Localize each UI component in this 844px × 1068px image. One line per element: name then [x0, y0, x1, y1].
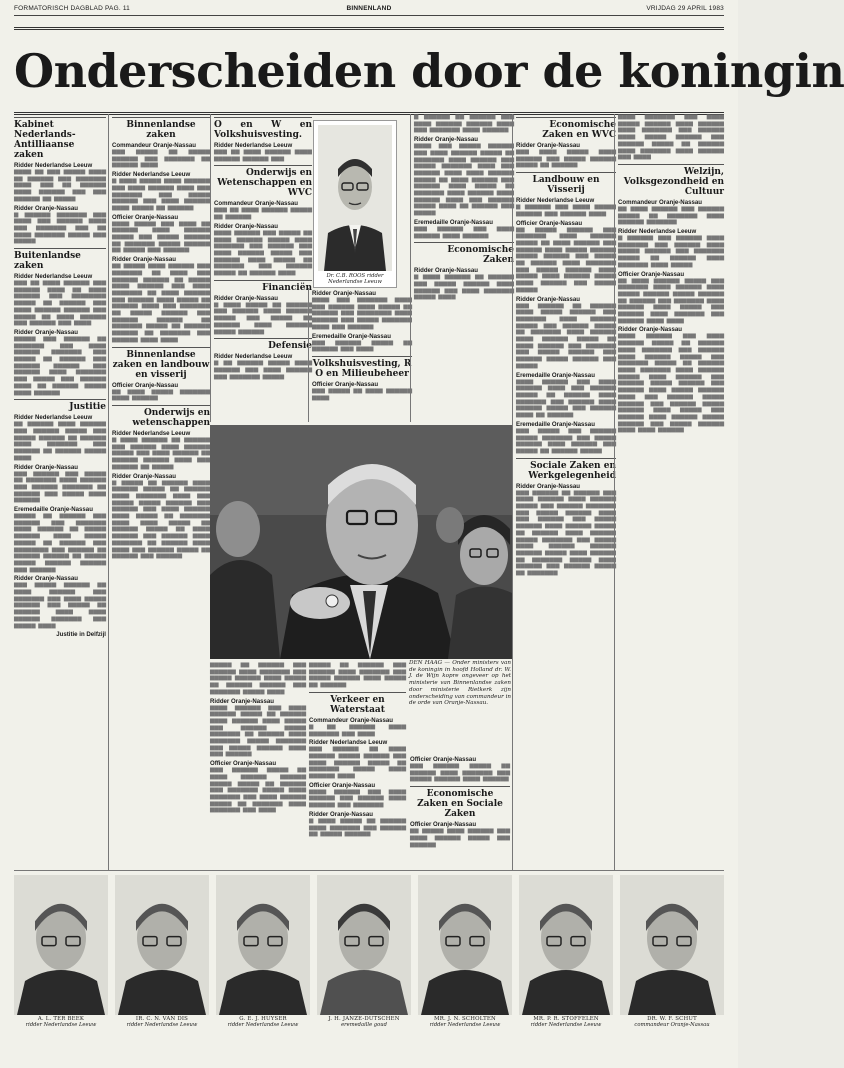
portrait-photo: [14, 875, 108, 1015]
person-portrait-icon: [620, 875, 724, 1015]
headline: Onderscheiden door de koningin: [14, 27, 724, 115]
article-text: ▆▆▆▆ ▆▆▆ ▆▆▆▆▆ ▆▆▆▆▆▆ ▆▆▆ ▆▆▆▆ ▆▆▆▆▆▆ ▆▆▆▆▆ ▆▆ ▆▆▆▆▆▆▆ ▆▆▆▆ ▆▆▆▆▆▆ ▆▆▆ ▆▆▆▆▆ ▆▆▆▆▆▆▆ ▆▆▆▆ ▆▆▆ ▆▆▆▆▆▆ ▆▆▆▆ ▆▆▆▆ ▆▆▆▆▆▆ ▆▆▆▆▆ ▆▆ ▆▆▆▆ ▆▆▆▆▆▆ ▆▆▆ ▆▆▆▆▆▆ ▆▆▆▆ ▆▆▆▆▆ ▆▆ ▆▆▆▆▆▆▆ ▆▆▆▆ ▆▆▆▆▆▆ ▆▆▆▆ ▆▆▆▆▆▆ ▆▆▆▆ ▆▆▆ ▆▆▆▆▆▆ ▆▆▆▆▆ ▆▆▆▆ ▆▆ ▆▆▆▆▆▆ ▆▆▆ ▆▆▆▆▆: [414, 143, 514, 217]
article-text: ▆▆▆▆ ▆▆▆▆▆▆ ▆▆▆ ▆▆▆▆▆ ▆▆ ▆▆▆▆ ▆▆▆▆▆▆ ▆▆▆▆▆ ▆▆▆▆ ▆▆▆▆▆▆▆ ▆▆▆ ▆▆▆▆▆▆ ▆▆▆ ▆▆▆▆ ▆▆▆▆▆▆ ▆▆▆▆▆ ▆▆▆ ▆▆▆▆▆▆ ▆▆▆▆ ▆▆▆▆▆ ▆▆ ▆▆▆▆▆▆▆ ▆▆▆ ▆▆▆▆▆▆ ▆▆▆▆▆ ▆▆ ▆▆▆▆▆▆ ▆▆▆▆: [214, 229, 312, 277]
page-header: [14, 5, 724, 16]
column-5: [410, 114, 514, 422]
award-heading: Ridder Oranje-Nassau: [112, 256, 177, 264]
award-heading: Eremedaille Oranje-Nassau: [414, 218, 493, 226]
person-portrait-icon: [216, 875, 310, 1015]
article-text: ▆ ▆▆▆▆ ▆▆▆▆▆ ▆▆ ▆▆▆▆▆▆ ▆▆▆▆ ▆▆▆▆▆▆▆ ▆▆▆ ▆▆▆▆▆▆ ▆▆ ▆▆▆▆▆ ▆▆▆▆▆▆: [309, 817, 406, 838]
column-3: [210, 114, 312, 422]
article-text: ▆▆▆ ▆▆▆▆▆▆ ▆▆▆▆▆ ▆▆ ▆▆▆▆▆▆ ▆▆▆ ▆▆▆▆: [312, 339, 412, 353]
portrait-van-dis: [115, 875, 209, 1061]
award-heading: Commandeur Oranje-Nassau: [618, 198, 702, 206]
article-text: ▆▆▆▆ ▆▆▆▆▆▆ ▆▆▆ ▆▆▆▆ ▆▆▆▆▆▆ ▆▆▆▆ ▆▆▆ ▆▆▆▆▆▆ ▆▆▆▆▆ ▆▆ ▆▆▆▆▆▆ ▆▆▆▆ ▆▆▆▆▆▆▆ ▆▆▆ ▆▆▆▆▆▆ ▆▆▆▆ ▆▆▆▆▆▆ ▆▆▆▆▆ ▆▆▆ ▆▆▆▆▆▆ ▆▆▆▆ ▆▆ ▆▆▆▆▆▆: [516, 378, 616, 419]
header-paper-page: FORMATORISCH DAGBLAD PAG. 11: [14, 5, 131, 12]
article-text: ▆▆▆ ▆▆ ▆▆▆▆ ▆▆▆▆▆▆ ▆▆▆▆▆ ▆▆ ▆▆▆▆▆▆: [214, 207, 312, 221]
article-text: ▆ ▆▆▆▆ ▆▆▆▆▆ ▆▆ ▆▆▆▆▆▆ ▆▆▆ ▆▆▆▆▆▆ ▆▆▆▆ ▆▆▆▆▆▆ ▆▆▆▆▆ ▆▆▆ ▆▆▆▆▆ ▆▆ ▆▆▆▆▆▆ ▆▆▆▆ ▆▆▆▆▆▆ ▆▆▆▆▆ ▆▆▆▆▆▆: [214, 301, 312, 335]
article-text: ▆▆▆ ▆▆▆▆ ▆▆▆▆▆ ▆▆▆▆ ▆▆▆▆▆▆ ▆▆▆ ▆▆▆▆▆ ▆▆▆▆▆▆ ▆▆▆▆▆ ▆▆ ▆▆▆▆▆▆: [516, 149, 616, 169]
person-portrait-icon: [418, 875, 512, 1015]
portrait-name: MR. J. N. SCHOLTEN: [434, 1016, 496, 1022]
award-heading: Officier Oranje-Nassau: [112, 213, 179, 221]
person-portrait-icon: [317, 875, 411, 1015]
section-heading: Economische Zaken: [414, 242, 514, 265]
award-heading: Ridder Oranje-Nassau: [214, 222, 279, 230]
portrait-role: ridder Nederlandse Leeuw: [227, 1022, 299, 1028]
photo-caption-name: Dr. C.B. ROOS: [326, 273, 366, 279]
portrait-janze-dutschen: [317, 875, 411, 1061]
award-heading: Eremedaille Oranje-Nassau: [516, 371, 595, 379]
award-heading: Ridder Oranje-Nassau: [214, 294, 279, 302]
article-text: ▆▆▆ ▆▆ ▆▆▆▆ ▆▆▆▆▆▆ ▆▆▆ ▆▆▆▆▆▆ ▆▆▆▆ ▆▆ ▆▆▆▆ ▆▆▆▆▆▆ ▆▆▆ ▆▆▆▆▆▆▆▆ ▆▆▆▆▆ ▆▆ ▆▆▆▆▆▆ ▆▆▆ ▆▆▆▆ ▆▆▆▆▆▆ ▆▆▆▆▆▆ ▆▆▆ ▆▆▆▆▆ ▆▆ ▆▆▆▆ ▆▆▆▆▆▆ ▆▆▆ ▆▆▆▆▆▆ ▆▆▆ ▆▆▆▆: [14, 280, 106, 327]
portrait-photo: [620, 875, 724, 1015]
section-heading: Sociale Zaken en Werkgelegenheid: [516, 458, 616, 481]
article-text: ▆ ▆▆ ▆▆▆▆▆▆ ▆▆▆▆ ▆▆▆▆▆▆▆ ▆▆▆ ▆▆▆▆: [309, 723, 406, 737]
portrait-role: ridder Nederlandse Leeuw: [25, 1022, 97, 1028]
portrait-photo: [115, 875, 209, 1015]
article-text: ▆ ▆▆▆▆▆▆ ▆▆ ▆▆▆▆▆▆ ▆▆▆ ▆▆▆▆ ▆▆▆▆▆▆ ▆▆▆▆▆▆ ▆▆▆▆ ▆▆▆ ▆▆▆▆▆▆▆ ▆▆▆▆ ▆▆▆▆▆▆: [414, 114, 514, 134]
award-heading: Officier Oranje-Nassau: [410, 756, 477, 763]
portrait-role: eremedaille goud: [341, 1022, 387, 1028]
header-section: BINNENLAND: [346, 5, 392, 12]
article-text: ▆▆▆ ▆▆▆▆▆▆ ▆▆▆▆▆ ▆▆ ▆▆▆▆▆▆ ▆▆▆▆ ▆▆▆▆▆▆▆ ▆▆▆ ▆▆▆▆▆ ▆▆▆▆▆▆ ▆▆▆▆ ▆▆▆▆▆▆: [410, 763, 510, 783]
section-heading: Economische Zaken en WVC: [516, 117, 616, 140]
award-heading: Ridder Nederlandse Leeuw: [14, 414, 93, 422]
award-heading: Eremedaille Oranje-Nassau: [516, 420, 595, 428]
article-text: ▆ ▆▆▆▆▆▆ ▆▆▆ ▆▆▆▆ ▆▆▆▆▆ ▆▆▆▆▆▆ ▆▆▆ ▆▆▆▆▆▆ ▆▆▆▆: [516, 204, 616, 217]
man-portrait-icon: [318, 125, 392, 271]
section-heading: Verkeer en Waterstaat: [309, 692, 406, 715]
article-text: ▆▆▆▆ ▆▆▆▆▆▆▆ ▆▆▆ ▆▆▆▆ ▆▆▆▆▆ ▆▆▆▆▆▆ ▆▆▆▆ ▆▆▆▆▆▆ ▆▆▆▆ ▆▆▆▆▆▆▆ ▆▆▆ ▆▆▆▆▆▆ ▆▆▆▆ ▆▆▆▆▆ ▆▆▆▆▆▆ ▆▆▆ ▆▆▆▆▆▆ ▆▆▆▆▆ ▆▆ ▆▆▆▆▆▆ ▆▆▆▆ ▆▆▆▆▆▆▆ ▆▆▆▆ ▆▆▆▆▆▆ ▆▆▆ ▆▆▆▆: [618, 114, 724, 161]
award-heading: Ridder Nederlandse Leeuw: [214, 142, 293, 149]
portrait-photo: [216, 875, 310, 1015]
award-heading: Ridder Nederlandse Leeuw: [516, 197, 595, 205]
article-text: ▆▆▆ ▆▆▆▆▆▆ ▆▆ ▆▆▆▆ ▆▆▆▆▆▆ ▆▆▆▆▆ ▆▆▆▆▆▆ ▆▆▆ ▆▆▆▆ ▆▆▆▆▆▆ ▆▆▆▆▆ ▆▆ ▆▆▆▆▆▆▆ ▆▆▆▆▆ ▆▆▆▆ ▆▆▆▆▆▆ ▆▆▆▆: [309, 746, 406, 780]
section-heading: Buitenlandse zaken: [14, 248, 106, 271]
article-text: ▆▆▆ ▆▆▆▆▆▆ ▆▆▆▆▆ ▆▆ ▆▆▆▆ ▆▆▆▆▆▆ ▆▆▆▆▆▆ ▆▆▆▆▆ ▆▆▆▆▆ ▆▆ ▆▆▆▆▆▆ ▆▆▆ ▆▆▆▆▆▆▆ ▆▆▆▆▆ ▆▆▆▆ ▆▆▆▆▆▆▆ ▆▆▆ ▆▆▆▆ ▆▆▆▆▆▆ ▆▆▆▆▆ ▆▆ ▆▆▆▆▆▆▆ ▆▆▆▆ ▆▆▆▆▆▆▆ ▆▆▆ ▆▆▆▆: [210, 767, 306, 814]
column-6: [512, 114, 616, 870]
article-text: ▆▆▆▆▆ ▆▆ ▆▆▆▆▆▆ ▆▆▆ ▆▆▆▆▆▆ ▆▆▆▆ ▆▆▆▆▆▆▆ ▆▆▆ ▆▆▆▆▆ ▆▆▆▆▆▆ ▆▆▆▆ ▆▆▆▆▆ ▆▆ ▆▆▆▆▆▆: [309, 662, 406, 689]
award-heading: Officier Oranje-Nassau: [309, 781, 376, 789]
portrait-photo-roos: [313, 120, 397, 288]
award-heading: Ridder Nederlandse Leeuw: [309, 739, 388, 747]
main-photo-caption: DEN HAAG — Onder ministers van de koningin in hoofd Holland dr. W. J. de Wijn kopre ongeveer op het ministerie van Binnenlandse zaken door ministerie Rietkerk zijn onderscheiding van commandeur in de orde van Oranje-Nassau.: [409, 660, 511, 707]
article-text: ▆▆ ▆▆▆▆▆ ▆▆▆▆▆▆ ▆▆▆ ▆▆▆▆▆▆▆ ▆▆▆▆ ▆▆▆▆▆▆ ▆▆▆▆▆ ▆▆ ▆▆▆▆ ▆▆▆▆▆▆ ▆▆▆ ▆▆▆▆▆▆ ▆▆▆▆ ▆▆▆▆▆ ▆▆▆▆▆▆ ▆▆▆▆▆ ▆▆▆▆▆▆ ▆▆▆ ▆▆▆▆▆ ▆▆ ▆▆▆▆▆▆ ▆▆▆▆ ▆▆▆▆▆▆▆ ▆▆▆ ▆▆▆▆▆ ▆▆▆▆▆▆ ▆▆▆▆ ▆▆▆▆▆ ▆▆▆▆ ▆▆▆▆▆▆ ▆▆▆▆▆ ▆▆▆▆ ▆▆▆▆▆▆ ▆▆▆ ▆▆▆▆▆ ▆▆▆▆▆: [516, 226, 616, 293]
column-4-lower: [309, 662, 406, 867]
award-heading: Officier Oranje-Nassau: [112, 381, 179, 389]
award-heading: Officier Oranje-Nassau: [516, 219, 583, 227]
award-heading: Ridder Oranje-Nassau: [414, 267, 479, 275]
award-heading: Eremedaille Oranje-Nassau: [312, 332, 391, 340]
section-heading: Economische Zaken en Sociale Zaken: [410, 786, 510, 819]
article-text: ▆▆▆ ▆▆▆▆▆ ▆▆ ▆▆▆▆ ▆▆▆▆▆▆ ▆▆▆▆: [312, 387, 412, 401]
award-heading: Ridder Nederlandse Leeuw: [618, 228, 697, 236]
photo-caption: [314, 273, 396, 285]
award-heading: Commandeur Oranje-Nassau: [309, 716, 393, 724]
award-heading: Ridder Oranje-Nassau: [14, 575, 79, 583]
award-heading: Ridder Nederlandse Leeuw: [112, 429, 191, 437]
award-heading: Commandeur Oranje-Nassau: [112, 142, 196, 149]
article-text: ▆▆ ▆▆▆▆▆ ▆▆▆▆ ▆▆▆▆▆▆ ▆▆▆ ▆▆▆▆▆▆▆ ▆▆ ▆▆▆▆ ▆▆▆ ▆▆▆▆▆▆ ▆▆▆▆▆▆ ▆▆ ▆▆▆▆▆ ▆▆▆▆ ▆▆▆▆▆▆ ▆▆▆ ▆▆▆▆ ▆▆▆▆▆▆▆ ▆▆ ▆▆▆▆ ▆▆▆▆▆▆ ▆▆▆ ▆▆▆▆▆▆ ▆▆▆▆ ▆▆▆▆▆ ▆▆ ▆▆▆▆▆▆ ▆▆▆▆ ▆▆▆ ▆▆▆▆▆▆▆ ▆▆ ▆▆▆▆▆ ▆▆▆▆▆▆ ▆▆▆ ▆▆▆▆▆▆ ▆▆▆▆▆▆ ▆▆ ▆▆▆▆▆▆▆ ▆▆▆▆▆ ▆▆ ▆▆▆▆▆▆ ▆▆▆▆▆▆ ▆▆ ▆▆▆▆▆▆▆ ▆▆▆ ▆▆▆▆▆▆ ▆▆▆▆ ▆▆▆▆: [112, 263, 210, 343]
award-heading: Ridder Oranje-Nassau: [516, 482, 581, 490]
portrait-photo: [317, 875, 411, 1015]
award-heading: Ridder Nederlandse Leeuw: [112, 171, 191, 179]
portrait-role: commandeur Oranje-Nassau: [634, 1022, 710, 1028]
award-heading: Commandeur Oranje-Nassau: [214, 200, 298, 208]
portrait-role: ridder Nederlandse Leeuw: [530, 1022, 602, 1028]
portrait-name: MR. P. R. STOFFELEN: [533, 1016, 599, 1022]
portrait-role: ridder Nederlandse Leeuw: [429, 1022, 501, 1028]
award-heading: Ridder Oranje-Nassau: [414, 136, 479, 144]
ceremony-photo-icon: [210, 425, 512, 659]
section-heading: Financiën: [214, 280, 312, 293]
article-text: ▆ ▆▆▆▆ ▆▆▆▆▆▆ ▆▆ ▆▆▆▆▆▆ ▆▆▆ ▆▆▆▆▆▆ ▆▆▆▆ ▆▆▆▆▆▆ ▆▆▆▆▆ ▆▆▆ ▆▆▆▆ ▆▆▆▆▆▆ ▆▆ ▆▆▆▆▆▆ ▆▆▆▆▆▆ ▆▆▆▆ ▆▆▆ ▆▆▆▆▆▆ ▆▆ ▆▆▆▆▆: [112, 436, 210, 470]
article-text: ▆▆▆ ▆▆▆▆▆ ▆▆▆ ▆▆▆▆▆▆ ▆▆▆▆▆ ▆▆▆▆▆▆▆ ▆▆▆ ▆▆▆▆▆ ▆▆▆▆▆▆ ▆▆▆▆ ▆▆▆▆▆▆ ▆▆▆ ▆▆▆▆▆ ▆▆ ▆▆▆▆▆▆ ▆▆▆▆▆: [516, 427, 616, 454]
award-heading: Officier Oranje-Nassau: [210, 760, 277, 768]
divider: [14, 870, 724, 871]
section-heading: Landbouw en Visserij: [516, 172, 616, 195]
column-2: [108, 114, 210, 870]
article-text: ▆▆▆ ▆▆▆▆▆▆ ▆▆ ▆▆▆▆▆▆ ▆▆▆▆ ▆▆▆▆▆ ▆▆▆▆▆▆ ▆▆▆ ▆▆▆▆▆▆▆ ▆▆▆▆ ▆▆▆▆▆▆ ▆▆▆▆▆ ▆▆▆ ▆▆▆▆▆▆ ▆▆▆▆▆ ▆▆ ▆▆▆▆▆▆▆ ▆▆▆▆ ▆▆▆▆▆▆ ▆▆▆▆ ▆▆▆▆▆▆ ▆▆▆▆▆ ▆▆ ▆▆▆▆ ▆▆▆▆▆▆ ▆▆▆ ▆▆▆▆▆▆▆ ▆▆▆ ▆▆▆▆▆ ▆▆▆▆▆▆ ▆▆▆ ▆▆▆▆▆▆ ▆▆▆▆▆ ▆▆▆▆▆▆ ▆▆▆ ▆▆▆▆▆: [516, 302, 616, 369]
portrait-row: [14, 875, 724, 1061]
section-heading: Binnenlandse zaken: [112, 117, 210, 140]
award-heading: Ridder Oranje-Nassau: [210, 697, 275, 705]
portrait-name: A. L. TER BEEK: [37, 1016, 85, 1022]
article-text: ▆▆▆▆ ▆▆▆ ▆▆▆▆▆▆▆ ▆▆▆▆ ▆▆▆ ▆▆▆▆▆▆ ▆▆▆▆ ▆▆▆▆▆ ▆▆ ▆▆▆▆▆▆ ▆▆▆ ▆▆▆▆▆▆▆▆ ▆▆▆▆ ▆▆▆▆▆▆ ▆▆▆ ▆▆▆▆▆ ▆▆▆▆▆▆▆ ▆▆▆▆ ▆▆▆ ▆▆▆▆▆▆: [312, 297, 412, 330]
section-heading: Onderwijs en wetenschappen: [112, 405, 210, 428]
portrait-scholten: [418, 875, 512, 1061]
article-text: ▆▆▆▆▆ ▆▆ ▆▆▆▆▆▆ ▆▆▆ ▆▆▆▆▆▆ ▆▆▆▆ ▆▆▆▆▆▆▆ ▆▆▆ ▆▆▆▆▆ ▆▆▆▆▆▆ ▆▆▆▆ ▆▆▆▆▆ ▆▆ ▆▆▆▆▆▆ ▆▆▆▆▆▆ ▆▆▆ ▆▆▆▆▆▆▆ ▆▆▆▆▆ ▆▆▆▆: [210, 662, 306, 695]
award-heading: Ridder Oranje-Nassau: [309, 810, 374, 818]
section-heading: Defensie: [214, 338, 312, 351]
article-text: ▆▆ ▆▆▆▆▆▆ ▆▆▆▆ ▆▆▆▆▆▆ ▆▆▆ ▆▆▆▆▆▆ ▆▆▆▆▆ ▆▆▆ ▆▆▆▆▆ ▆▆▆▆▆▆ ▆▆ ▆▆▆▆▆▆ ▆▆▆▆ ▆▆▆▆▆▆▆ ▆▆▆ ▆▆▆▆▆▆ ▆▆ ▆▆▆▆▆▆ ▆▆▆▆▆ ▆▆▆▆: [14, 421, 106, 461]
award-heading: Officier Oranje-Nassau: [312, 380, 379, 388]
article-text: ▆▆▆▆ ▆▆▆▆▆▆ ▆▆▆ ▆▆▆▆ ▆▆▆▆▆▆ ▆▆▆ ▆▆▆▆▆▆ ▆▆▆▆ ▆▆▆▆▆▆ ▆▆▆ ▆▆▆▆▆▆▆: [309, 788, 406, 809]
article-text: ▆▆▆▆ ▆▆▆▆▆ ▆▆▆ ▆▆▆▆ ▆▆ ▆▆▆▆▆▆ ▆▆▆▆ ▆▆▆▆▆▆ ▆▆▆▆▆ ▆▆▆ ▆▆▆▆▆ ▆▆▆▆▆▆ ▆▆ ▆▆▆▆▆▆▆ ▆▆▆▆▆ ▆▆▆▆▆▆ ▆▆ ▆▆▆▆▆ ▆▆▆ ▆▆▆▆▆▆: [112, 220, 210, 254]
person-portrait-icon: [14, 875, 108, 1015]
portrait-name: G. E. J. HUYSER: [239, 1016, 287, 1022]
section-heading: Kabinet Nederlands-Antilliaanse zaken: [14, 117, 106, 160]
article-text: ▆ ▆▆▆▆ ▆▆▆▆▆ ▆▆▆▆ ▆▆▆▆▆▆ ▆▆▆ ▆▆▆▆ ▆▆▆▆▆▆ ▆▆▆▆ ▆▆▆ ▆▆▆▆▆▆▆ ▆▆▆ ▆▆▆▆▆ ▆▆▆▆▆▆ ▆▆▆ ▆▆▆▆ ▆▆▆▆▆▆ ▆▆▆▆ ▆▆▆▆▆ ▆▆ ▆▆▆▆▆▆: [112, 178, 210, 211]
section-heading: Justitie: [14, 399, 106, 412]
portrait-stoffelen: [519, 875, 613, 1061]
article-text: ▆▆▆ ▆▆▆▆▆ ▆▆ ▆▆▆▆▆ ▆▆▆▆▆▆ ▆▆▆ ▆▆▆▆▆▆▆ ▆▆ ▆▆▆▆▆▆ ▆▆▆▆: [112, 149, 210, 169]
column-3-lower: [210, 662, 306, 867]
portrait-name: IR. C. N. VAN DIS: [135, 1016, 189, 1022]
award-heading: Ridder Oranje-Nassau: [312, 290, 377, 297]
award-heading: Eremedaille Oranje-Nassau: [14, 506, 93, 514]
article-text: ▆▆▆ ▆▆▆▆▆▆ ▆▆▆ ▆▆▆▆▆ ▆▆ ▆▆▆▆▆▆▆ ▆▆▆▆ ▆▆▆▆▆▆ ▆▆▆ ▆▆▆▆▆▆ ▆▆▆▆▆▆▆ ▆▆ ▆▆▆▆▆▆ ▆▆▆ ▆▆▆▆▆ ▆▆▆▆ ▆▆▆▆▆▆: [14, 470, 106, 504]
article-text: ▆▆▆ ▆▆▆▆▆ ▆▆▆▆▆▆ ▆▆ ▆▆▆▆ ▆▆▆▆▆▆ ▆▆▆ ▆▆▆▆▆▆▆ ▆▆▆ ▆▆▆▆ ▆▆▆▆▆ ▆▆▆▆▆▆ ▆▆▆ ▆▆▆▆▆ ▆▆ ▆▆▆▆▆▆ ▆▆▆▆ ▆▆▆▆ ▆▆▆▆▆▆ ▆▆▆▆▆▆▆ ▆▆▆ ▆▆▆▆▆ ▆▆▆▆: [14, 582, 106, 629]
article-text: ▆ ▆▆▆▆ ▆▆▆▆▆▆ ▆▆ ▆▆▆▆▆▆ ▆▆▆ ▆▆▆▆▆ ▆▆▆▆▆▆ ▆▆▆▆ ▆▆▆▆▆▆ ▆▆▆ ▆▆▆▆ ▆▆▆▆▆▆▆ ▆▆▆▆▆ ▆▆▆▆: [414, 274, 514, 301]
article-text: ▆▆▆ ▆▆▆▆▆▆ ▆▆ ▆▆▆▆▆▆ ▆▆▆ ▆▆▆▆ ▆▆▆▆▆▆ ▆▆▆▆ ▆▆▆▆▆▆ ▆▆▆▆▆ ▆▆▆ ▆▆▆▆▆▆ ▆▆▆▆▆▆▆ ▆▆▆ ▆▆▆▆▆ ▆▆▆▆▆▆ ▆▆▆▆ ▆▆▆ ▆▆▆▆▆▆ ▆▆▆ ▆▆▆▆▆ ▆▆▆▆▆▆ ▆▆▆▆ ▆▆▆▆▆▆ ▆▆▆▆▆ ▆▆ ▆▆▆▆▆▆ ▆▆▆▆ ▆▆▆▆▆▆ ▆▆▆▆▆ ▆▆▆▆▆▆▆ ▆▆▆ ▆▆▆▆▆ ▆▆▆▆ ▆▆▆▆▆▆ ▆▆▆▆▆▆ ▆▆▆▆▆▆ ▆▆▆▆▆ ▆▆▆▆ ▆▆▆▆▆▆ ▆▆ ▆▆▆▆▆▆▆ ▆▆▆▆▆ ▆▆▆▆ ▆▆▆▆▆▆ ▆▆▆ ▆▆▆▆▆▆ ▆▆▆▆▆ ▆▆ ▆▆▆▆▆▆▆: [516, 489, 616, 577]
article-text: ▆ ▆▆▆▆▆▆ ▆▆▆▆▆▆▆ ▆▆▆ ▆▆▆▆ ▆▆▆ ▆▆▆▆▆▆ ▆▆▆▆ ▆▆▆ ▆▆▆▆▆▆▆ ▆▆▆ ▆▆ ▆▆▆▆ ▆▆▆▆▆▆▆ ▆▆▆▆▆ ▆▆▆ ▆▆▆▆▆: [14, 211, 106, 245]
section-heading: Onderwijs en Wetenschappen en WVC: [214, 165, 312, 198]
article-text: ▆▆▆ ▆▆▆▆▆▆ ▆▆▆ ▆▆▆▆ ▆▆▆▆▆▆ ▆▆▆▆ ▆▆▆▆▆▆: [414, 225, 514, 239]
section-heading: O en W en Volkshuisvesting.: [214, 117, 312, 140]
award-heading: Ridder Oranje-Nassau: [14, 463, 79, 471]
award-heading: Ridder Nederlandse Leeuw: [14, 273, 93, 281]
article-text: ▆▆▆ ▆▆ ▆▆▆▆ ▆▆▆▆▆▆ ▆▆▆▆ ▆▆▆▆▆▆ ▆▆▆▆▆▆ ▆▆▆: [214, 149, 312, 162]
portrait-photo: [519, 875, 613, 1015]
header-date: VRIJDAG 29 APRIL 1983: [646, 5, 724, 12]
column-7: [614, 114, 724, 870]
award-heading: Ridder Oranje-Nassau: [516, 142, 581, 149]
article-text: ▆▆▆▆ ▆▆ ▆▆▆ ▆▆▆▆▆ ▆▆▆▆ ▆▆ ▆▆▆▆▆▆ ▆▆▆ ▆▆▆▆▆▆▆ ▆▆▆▆ ▆▆▆ ▆▆ ▆▆▆▆▆▆ ▆▆▆▆ ▆▆▆▆▆▆ ▆▆▆ ▆▆▆ ▆▆▆▆▆▆ ▆▆ ▆▆▆▆▆: [14, 169, 106, 202]
portrait-huyser: [216, 875, 310, 1061]
article-text: ▆▆ ▆▆▆▆▆ ▆▆▆▆ ▆▆▆▆▆▆ ▆▆▆ ▆▆▆▆ ▆▆▆▆▆▆ ▆▆▆▆▆ ▆▆▆ ▆▆▆▆▆▆: [410, 828, 510, 848]
award-heading: Ridder Nederlandse Leeuw: [214, 353, 293, 361]
award-heading: Ridder Oranje-Nassau: [112, 472, 177, 480]
section-heading: Binnenlandse zaken en landbouw en visserij: [112, 347, 210, 380]
award-heading: Ridder Oranje-Nassau: [14, 328, 79, 336]
article-text: ▆▆▆▆▆ ▆▆▆ ▆▆▆▆▆▆ ▆▆ ▆▆▆▆▆▆▆ ▆▆▆ ▆▆▆▆ ▆▆▆▆▆▆ ▆▆▆▆▆▆▆ ▆▆▆ ▆▆▆▆▆ ▆▆ ▆▆▆▆▆▆ ▆▆▆ ▆▆▆▆▆▆ ▆▆▆▆▆▆ ▆▆▆ ▆▆▆▆▆▆ ▆▆▆▆ ▆▆▆▆▆▆▆ ▆▆▆ ▆▆▆▆▆ ▆▆▆ ▆▆▆▆▆▆ ▆▆▆▆ ▆▆ ▆▆▆▆▆▆ ▆▆▆▆▆ ▆▆▆▆ ▆▆▆▆▆▆: [14, 335, 106, 396]
photo-roos: [318, 125, 392, 271]
award-heading: Ridder Oranje-Nassau: [14, 204, 79, 212]
article-text: ▆ ▆▆▆▆▆ ▆▆ ▆▆▆▆▆▆ ▆▆▆▆ ▆▆▆▆▆▆ ▆▆▆▆▆ ▆▆ ▆▆▆▆▆▆ ▆▆▆▆ ▆▆▆▆▆▆▆ ▆▆▆▆ ▆▆▆ ▆▆▆▆▆ ▆▆▆▆▆ ▆▆▆▆▆▆ ▆▆▆ ▆▆▆▆▆▆ ▆▆▆ ▆▆▆▆ ▆▆▆▆▆▆ ▆▆▆▆ ▆▆▆▆▆ ▆▆ ▆▆▆▆▆▆▆ ▆▆▆▆ ▆▆▆▆ ▆▆▆▆▆ ▆▆ ▆▆▆▆▆▆ ▆▆▆▆▆ ▆▆ ▆▆▆▆ ▆▆▆▆▆▆ ▆▆▆ ▆▆▆▆▆▆ ▆▆▆▆ ▆▆▆▆▆▆▆ ▆▆ ▆▆▆▆▆▆ ▆▆▆▆ ▆▆▆▆ ▆▆▆ ▆▆▆▆▆▆ ▆▆▆▆▆ ▆▆ ▆▆▆▆▆▆ ▆▆▆ ▆▆▆▆▆▆: [112, 479, 210, 560]
portrait-name: DR. W. F. SCHUT: [647, 1016, 697, 1022]
award-heading: Ridder Oranje-Nassau: [618, 326, 683, 334]
award-heading: Ridder Nederlandse Leeuw: [14, 162, 93, 169]
article-text: ▆ ▆▆ ▆▆▆▆▆▆ ▆▆▆▆▆ ▆▆▆▆ ▆▆▆▆▆▆ ▆▆▆ ▆▆▆▆ ▆▆▆▆▆▆ ▆▆▆ ▆▆▆▆▆▆▆ ▆▆▆▆▆: [214, 360, 312, 380]
article-text: ▆▆ ▆▆▆▆ ▆▆▆▆▆ ▆▆▆▆▆▆▆ ▆▆▆▆ ▆▆▆▆▆▆: [112, 388, 210, 402]
portrait-name: J. H. JANZE-DUTSCHEN: [328, 1016, 400, 1022]
article-text: ▆▆▆▆▆ ▆▆ ▆▆▆▆▆▆ ▆▆▆ ▆▆▆▆▆▆ ▆▆▆ ▆▆▆▆▆▆▆ ▆▆▆▆ ▆▆▆▆▆▆ ▆▆ ▆▆▆▆▆ ▆▆▆▆▆▆ ▆▆▆▆ ▆▆▆▆▆ ▆▆▆▆▆ ▆▆ ▆▆▆▆▆▆ ▆▆▆ ▆▆▆▆▆▆▆▆ ▆▆▆ ▆▆▆▆▆▆ ▆▆ ▆▆▆▆▆▆ ▆▆▆▆▆▆ ▆▆ ▆▆▆▆▆ ▆▆▆▆▆ ▆▆▆▆▆▆ ▆▆▆▆▆▆ ▆▆▆ ▆▆▆▆▆▆: [14, 513, 106, 573]
article-text: ▆▆▆▆ ▆▆▆▆▆▆ ▆▆▆ ▆▆▆▆ ▆▆▆▆▆▆ ▆▆▆▆▆ ▆▆ ▆▆▆▆▆▆ ▆▆▆▆ ▆▆▆▆▆▆▆ ▆▆▆ ▆▆▆▆▆▆ ▆▆▆▆ ▆▆▆▆▆▆ ▆▆▆▆▆ ▆▆▆ ▆▆▆▆▆▆▆ ▆▆▆▆▆ ▆▆ ▆▆▆▆▆▆ ▆▆▆▆ ▆▆▆▆▆▆▆ ▆▆▆▆ ▆▆▆▆▆▆ ▆▆▆▆▆ ▆▆▆▆ ▆▆▆▆▆▆ ▆▆▆ ▆▆▆▆▆▆ ▆▆▆▆▆ ▆▆▆▆▆▆ ▆▆▆ ▆▆▆▆▆▆ ▆▆▆▆ ▆▆▆▆▆ ▆▆▆▆▆▆ ▆▆▆▆ ▆▆▆ ▆▆▆▆▆▆ ▆▆▆▆▆ ▆▆▆▆▆▆ ▆▆▆ ▆▆▆▆▆▆ ▆▆▆▆▆ ▆▆▆▆▆▆ ▆▆▆▆ ▆▆▆▆▆ ▆▆▆ ▆▆▆▆▆▆ ▆▆▆▆ ▆▆▆▆▆▆ ▆▆▆▆▆ ▆▆▆▆▆▆ ▆▆▆ ▆▆▆▆▆ ▆▆▆▆▆▆ ▆▆▆▆ ▆▆▆▆ ▆▆▆▆▆▆: [618, 333, 724, 434]
column-1: [14, 114, 106, 870]
portrait-schut: [620, 875, 724, 1061]
article-text: ▆▆ ▆▆▆▆ ▆▆▆▆▆▆ ▆▆▆▆▆ ▆▆▆ ▆▆▆▆▆▆▆ ▆▆▆▆ ▆▆▆▆▆▆ ▆▆▆▆ ▆▆▆▆▆ ▆▆▆▆▆▆ ▆▆▆▆▆ ▆▆▆▆▆▆ ▆▆ ▆▆▆▆▆▆ ▆▆▆ ▆▆▆▆▆▆▆ ▆▆▆▆ ▆▆▆▆▆▆ ▆▆▆▆ ▆▆▆▆▆ ▆▆▆ ▆▆▆▆▆▆ ▆▆▆▆ ▆▆▆▆▆▆▆ ▆▆▆ ▆▆▆▆▆▆ ▆▆▆▆ ▆▆▆▆: [618, 277, 724, 324]
article-text: ▆ ▆▆▆▆▆▆ ▆▆▆ ▆▆▆▆▆▆ ▆▆▆▆ ▆▆▆▆▆▆▆ ▆▆▆ ▆▆▆▆▆▆ ▆▆▆▆ ▆▆▆▆▆ ▆▆▆▆▆▆ ▆▆▆ ▆▆▆▆▆▆▆ ▆▆▆▆▆ ▆▆ ▆▆▆▆▆▆ ▆▆▆▆ ▆▆▆▆▆▆▆ ▆▆▆▆ ▆▆▆▆▆: [618, 235, 724, 268]
article-text: ▆▆▆▆ ▆▆▆▆▆▆ ▆▆▆ ▆▆▆▆ ▆▆▆▆▆▆ ▆▆▆▆▆ ▆▆ ▆▆▆▆▆▆ ▆▆▆▆ ▆▆▆▆▆▆ ▆▆▆▆ ▆▆▆▆▆ ▆▆▆ ▆▆▆▆▆▆ ▆▆▆▆▆ ▆▆▆▆▆▆▆ ▆▆ ▆▆▆▆▆▆ ▆▆▆▆ ▆▆▆▆▆▆▆ ▆▆▆▆▆ ▆▆▆▆▆▆▆ ▆▆▆ ▆▆▆▆▆ ▆▆▆▆▆▆ ▆▆▆▆ ▆▆▆ ▆▆▆▆▆▆: [210, 704, 306, 758]
person-portrait-icon: [115, 875, 209, 1015]
column-4: [308, 288, 412, 422]
portrait-photo: [418, 875, 512, 1015]
column-5-lower: [410, 754, 510, 867]
photo-caption-role: ridder Nederlandse Leeuw: [328, 273, 384, 285]
award-heading: Officier Oranje-Nassau: [410, 821, 477, 829]
award-heading: Officier Oranje-Nassau: [618, 270, 685, 278]
award-heading: Justitie in Delfzijl: [56, 631, 106, 639]
section-heading: Volkshuisvesting, R O en Milieubeheer: [312, 356, 412, 379]
section-heading: Welzijn, Volksgezondheid en Cultuur: [618, 164, 724, 197]
person-portrait-icon: [519, 875, 613, 1015]
main-photo-ceremony: [210, 425, 512, 659]
portrait-ter-beek: [14, 875, 108, 1061]
article-text: ▆▆ ▆▆▆▆ ▆▆▆▆▆▆ ▆▆▆ ▆▆▆▆▆▆ ▆▆▆▆▆ ▆▆ ▆▆▆▆▆▆▆ ▆▆▆▆ ▆▆▆▆▆▆ ▆▆▆▆▆▆▆: [618, 205, 724, 226]
award-heading: Ridder Oranje-Nassau: [516, 295, 581, 303]
portrait-role: ridder Nederlandse Leeuw: [126, 1022, 198, 1028]
